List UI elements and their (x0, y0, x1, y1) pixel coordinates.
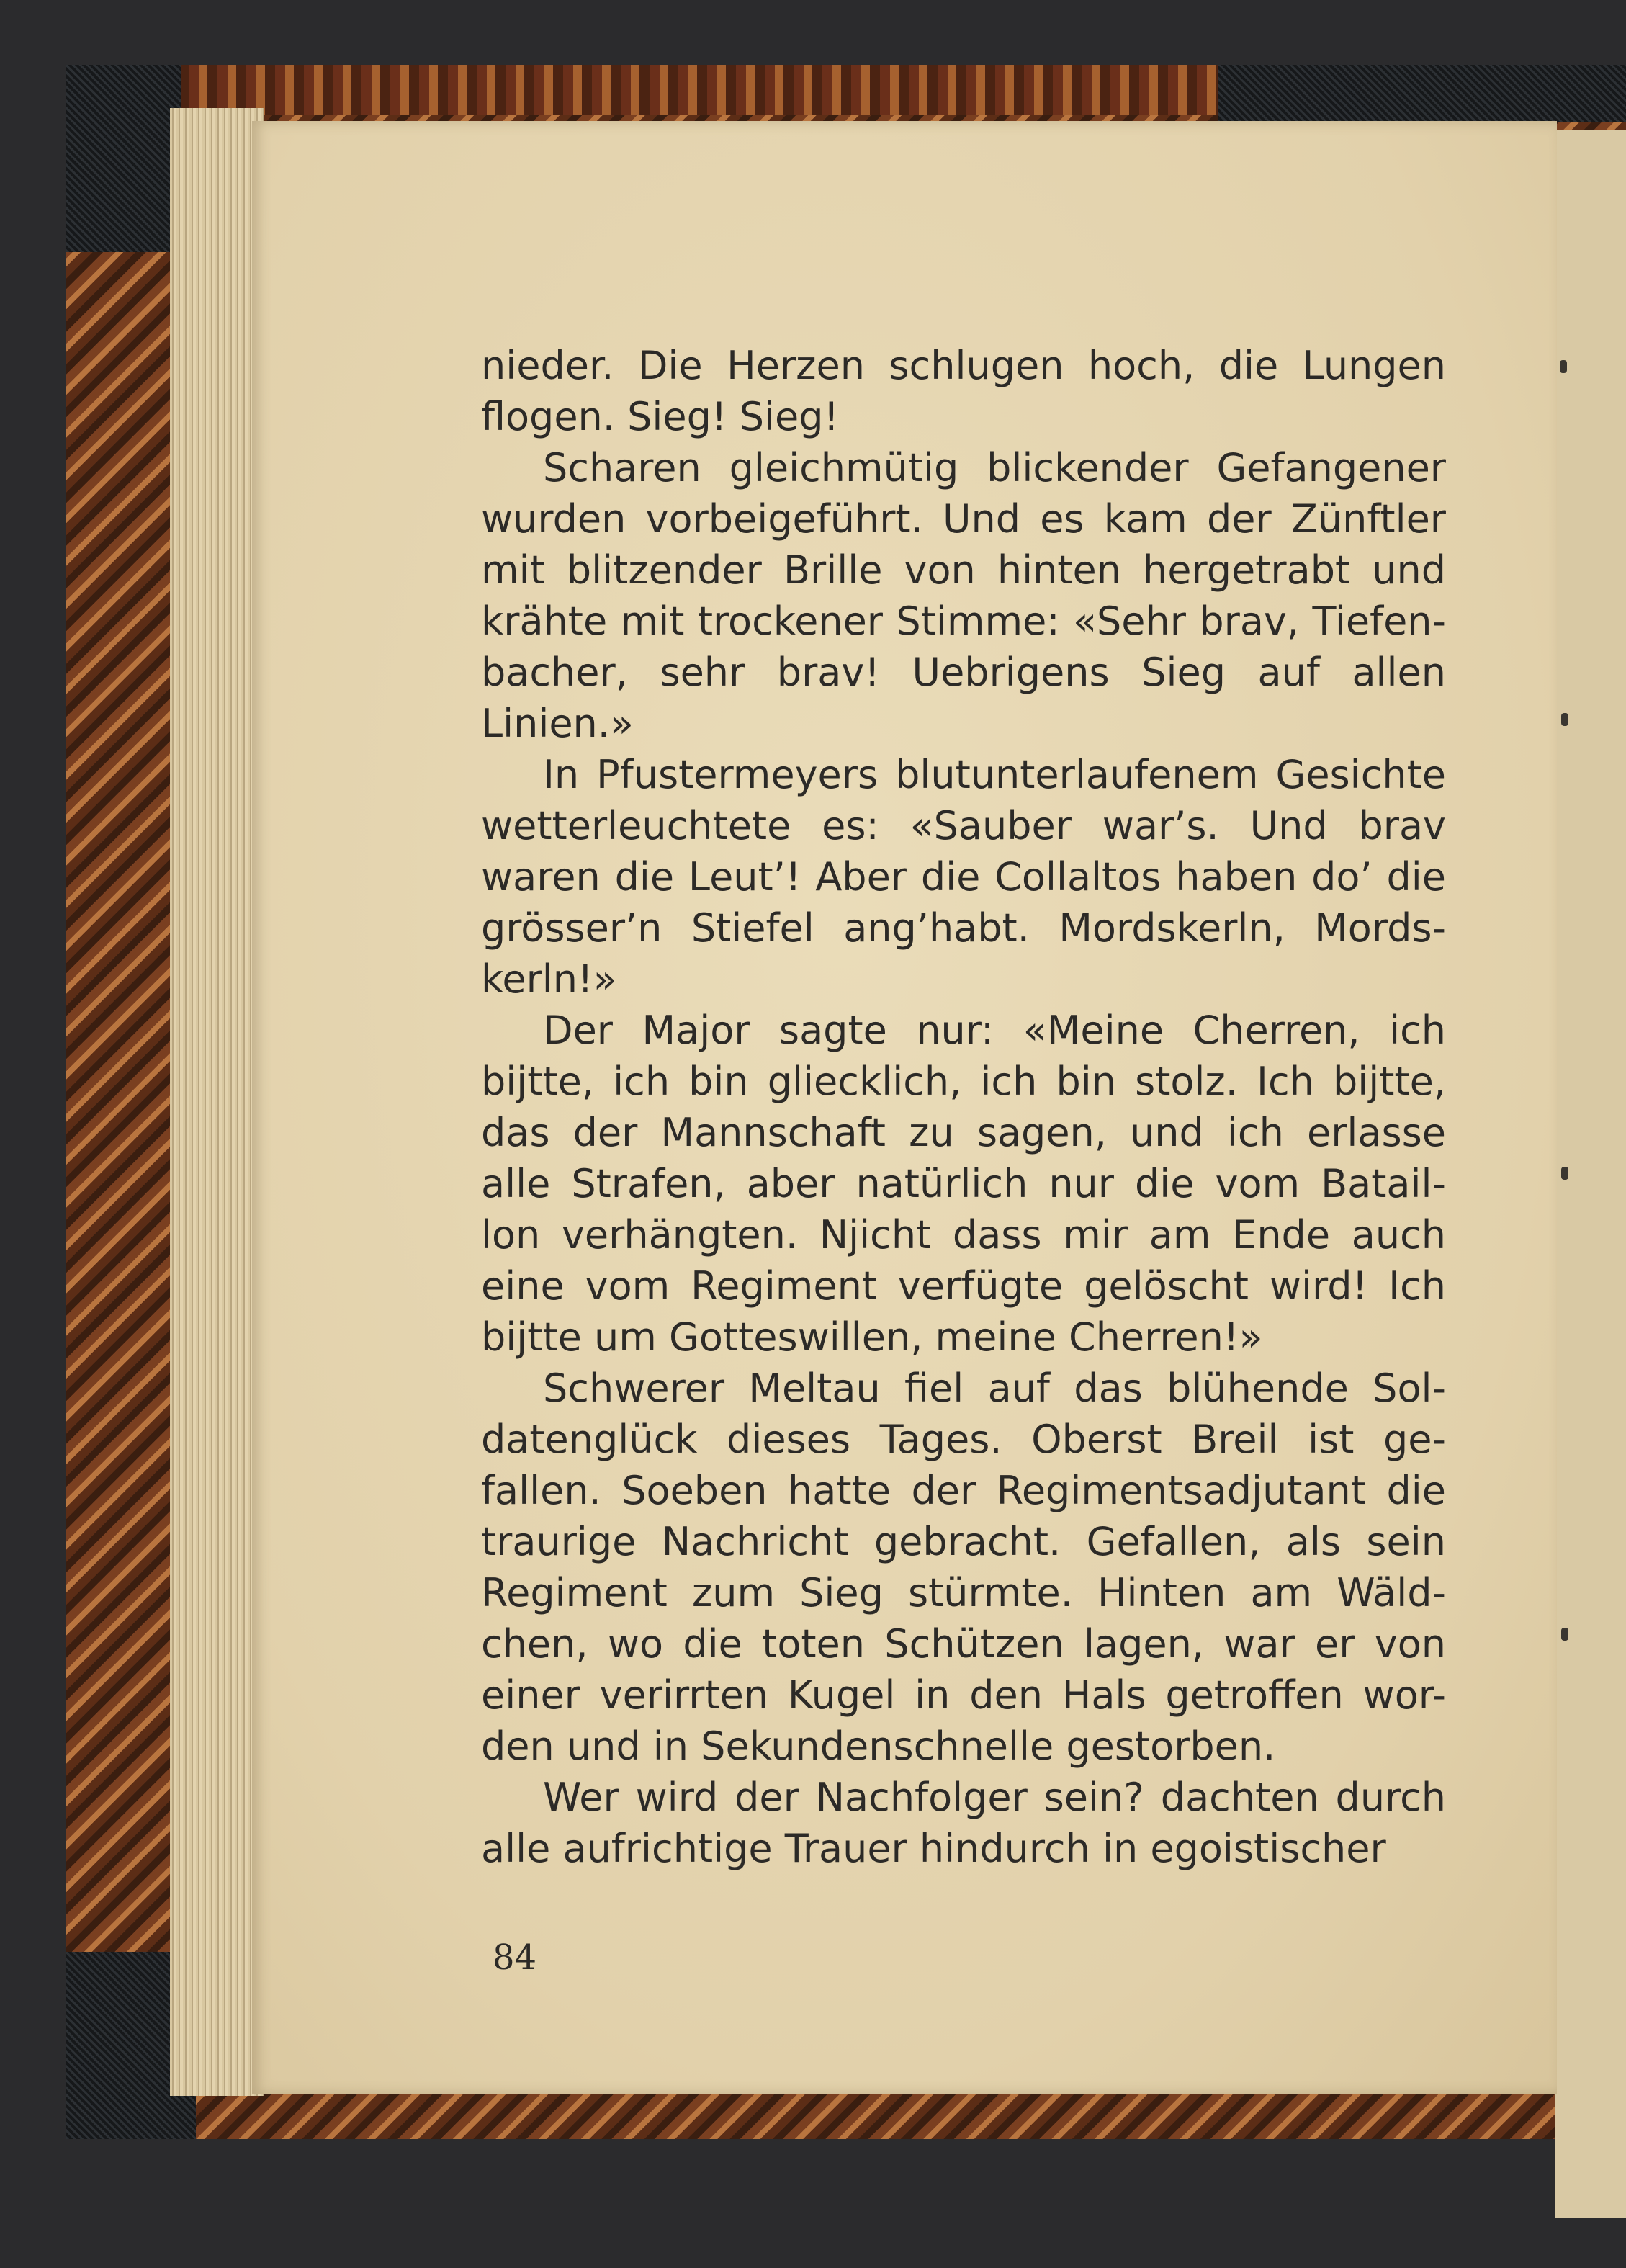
text-line: Linien.» (481, 701, 634, 746)
text-line: alle aufrichtige Trauer hindurch in egoistischer (481, 1826, 1386, 1871)
margin-mark (1561, 713, 1568, 726)
text-line: Regiment zum Sieg stürmte. Hinten am Wäld- (481, 1570, 1446, 1615)
text-line: nieder. Die Herzen schlugen hoch, die Lungen (481, 343, 1446, 388)
text-line: wetterleuchtete es: «Sauber war’s. Und brav (481, 803, 1446, 848)
text-line: grösser’n Stiefel ang’habt. Mordskerln, Mords- (481, 905, 1446, 951)
text-line: bijtte, ich bin gliecklich, ich bin stolz. Ich bijtte, (481, 1059, 1446, 1104)
text-line: eine vom Regiment verfügte gelöscht wird! Ich (481, 1263, 1446, 1309)
page-number: 84 (493, 1937, 537, 1978)
text-line: den und in Sekundenschnelle gestorben. (481, 1724, 1276, 1769)
text-line: flogen. Sieg! Sieg! (481, 394, 840, 439)
text-line: In Pfustermeyers blutunterlaufenem Gesichte (543, 752, 1446, 797)
text-line: Schwerer Meltau fiel auf das blühende Sol- (543, 1366, 1446, 1411)
text-line: alle Strafen, aber natürlich nur die vom Batail- (481, 1161, 1446, 1206)
text-line: das der Mannschaft zu sagen, und ich erlasse (481, 1110, 1446, 1155)
text-line: kerln!» (481, 956, 617, 1002)
text-line: lon verhängten. Njicht dass mir am Ende auch (481, 1212, 1446, 1258)
text-line: Wer wird der Nachfolger sein? dachten durch (543, 1775, 1446, 1820)
page-stack-edge (170, 108, 264, 2096)
text-line: wurden vorbeigeführt. Und es kam der Zünftler (481, 496, 1446, 542)
leather-corner-top-right (1218, 65, 1626, 122)
text-line: krähte mit trockener Stimme: «Sehr brav, Tiefen- (481, 599, 1446, 644)
text-line: Der Major sagte nur: «Meine Cherren, ich (543, 1008, 1446, 1053)
page-body-text (481, 340, 1446, 1874)
text-line: waren die Leut’! Aber die Collaltos haben do’ die (481, 854, 1446, 900)
text-line: fallen. Soeben hatte der Regimentsadjutant die (481, 1468, 1446, 1513)
text-line: datenglück dieses Tages. Oberst Breil ist ge- (481, 1417, 1446, 1462)
facing-page-edge (1555, 130, 1626, 2218)
margin-mark (1560, 360, 1567, 373)
leather-corner-top-left (66, 65, 181, 252)
book-top-edge (160, 65, 1326, 115)
text-line: traurige Nachricht gebracht. Gefallen, als sein (481, 1519, 1446, 1564)
text-line: chen, wo die toten Schützen lagen, war er von (481, 1621, 1446, 1667)
text-line: bijtte um Gotteswillen, meine Cherren!» (481, 1314, 1263, 1360)
margin-mark (1561, 1167, 1568, 1180)
text-line: einer verirrten Kugel in den Hals getroffen wor- (481, 1672, 1446, 1718)
text-line: mit blitzender Brille von hinten hergetrabt und (481, 547, 1446, 593)
text-line: Scharen gleichmütig blickender Gefangener (543, 445, 1446, 490)
margin-mark (1561, 1628, 1568, 1641)
text-line: bacher, sehr brav! Uebrigens Sieg auf allen (481, 650, 1446, 695)
